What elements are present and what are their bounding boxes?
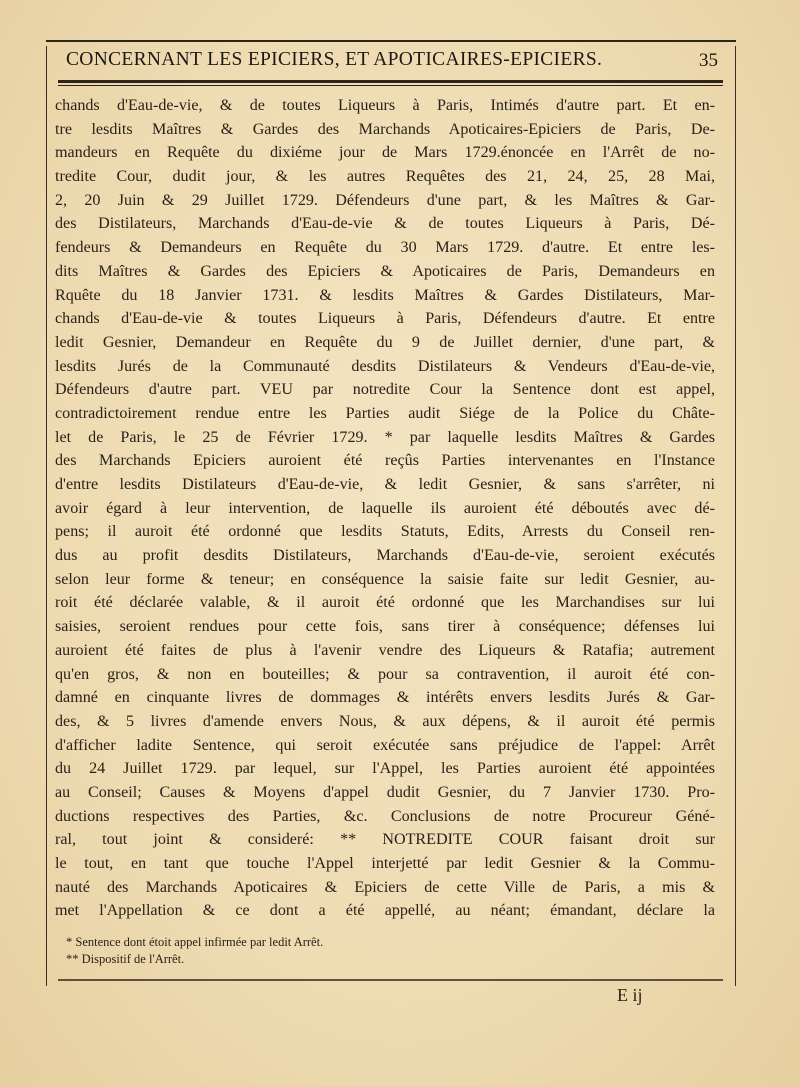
text-line: des, & 5 livres d'amende envers Nous, & aux dépens, & il auroit été permis [55,712,715,730]
text-line: dus au profit desdits Distilateurs, Marchands d'Eau-de-vie, seroient exécutés [55,547,715,565]
bottom-rule [58,979,723,981]
footnote: * Sentence dont étoit appel infirmée par ledit Arrêt. [66,935,324,949]
text-line: contradictoirement rendue entre les Parties audit Siége de la Police du Châte- [55,404,715,422]
header-rule [58,80,723,83]
text-line: du 24 Juillet 1729. par lequel, sur l'Appel, les Parties auroient été appointées [55,760,715,778]
footnotes [66,934,686,968]
text-line: qu'en gros, & non en bouteilles; & pour sa contravention, il auroit été con- [55,665,715,683]
top-rule [46,40,736,42]
text-line: met l'Appellation & ce dont a été appellé, au néant; émandant, déclare la [55,902,715,920]
text-line: damné en cinquante livres de dommages & intérêts envers lesdits Jurés & Gar- [55,689,715,707]
text-line: dits Maîtres & Gardes des Epiciers & Apoticaires de Paris, Demandeurs en [55,262,715,280]
text-line: selon leur forme & teneur; en conséquence la saisie faite sur ledit Gesnier, au- [55,570,715,588]
text-line: d'afficher ladite Sentence, qui seroit exécutée sans préjudice de l'appel: Arrêt [55,736,715,754]
text-line: ral, tout joint & consideré: ** NOTREDITE COUR faisant droit sur [55,831,715,849]
text-line: 2, 20 Juin & 29 Juillet 1729. Défendeurs d'une part, & les Maîtres & Gar- [55,191,715,209]
text-line: ductions respectives des Parties, &c. Conclusions de notre Procureur Géné- [55,807,715,825]
text-line: le tout, en tant que touche l'Appel interjetté par ledit Gesnier & la Commu- [55,855,715,872]
signature-mark: E ij [617,985,643,1005]
running-header: CONCERNANT LES EPICIERS, ET APOTICAIRES-EPICIERS. [66,49,603,70]
text-line: chands d'Eau-de-vie, & de toutes Liqueurs à Paris, Intimés d'autre part. Et en- [55,97,715,114]
text-line: saisies, seroient rendues pour cette fois, sans tirer à conséquence; défenses lui [55,618,715,636]
text-line: chands d'Eau-de-vie & toutes Liqueurs à Paris, Défendeurs d'autre. Et entre [55,310,715,328]
text-line: lesdits Jurés de la Communauté desdits Distilateurs & Vendeurs d'Eau-de-vie, [55,357,715,375]
text-line: des Marchands Epiciers auroient été reçûs Parties intervenantes en l'Instance [55,452,715,470]
text-line: let de Paris, le 25 de Février 1729. * par laquelle lesdits Maîtres & Gardes [55,428,715,446]
text-line: auroient été faites de plus à l'avenir vendre des Liqueurs & Ratafia; autrement [55,641,715,659]
text-line: ledit Gesnier, Demandeur en Requête du 9 de Juillet dernier, d'une part, & [55,333,715,351]
text-line: Rquête du 18 Janvier 1731. & lesdits Maîtres & Gardes Distilateurs, Mar- [55,286,715,304]
page-number: 35 [699,50,718,71]
text-line: roit été déclarée valable, & il auroit été ordonné que les Marchandises sur lui [55,594,715,612]
text-line: nauté des Marchands Apoticaires & Epiciers de cette Ville de Paris, a mis & [55,878,715,896]
text-line: au Conseil; Causes & Moyens d'appel dudit Gesnier, du 7 Janvier 1730. Pro- [55,783,715,801]
text-line: Défendeurs d'autre part. VEU par notredite Cour la Sentence dont est appel, [55,381,715,399]
text-line: tredite Cour, dudit jour, & les autres Requêtes des 21, 24, 25, 28 Mai, [55,168,715,186]
text-line: mandeurs en Requête du dixiéme jour de Mars 1729.énoncée en l'Arrêt de no- [55,144,715,162]
header-rule-thin [58,85,723,86]
text-line: tre lesdits Maîtres & Gardes des Marchands Apoticaires-Epiciers de Paris, De- [55,120,715,138]
footnote: ** Dispositif de l'Arrêt. [66,952,185,966]
body-text [55,94,715,923]
text-line: d'entre lesdits Distilateurs d'Eau-de-vie, & ledit Gesnier, & sans s'arrêter, ni [55,476,715,493]
text-line: fendeurs & Demandeurs en Requête du 30 Mars 1729. d'autre. Et entre les- [55,239,715,257]
text-line: avoir égard à leur intervention, de laquelle ils auroient été déboutés avec dé- [55,499,715,517]
text-line: des Distilateurs, Marchands d'Eau-de-vie & de toutes Liqueurs à Paris, Dé- [55,215,715,233]
text-line: pens; il auroit été ordonné que lesdits Statuts, Edits, Arrests du Conseil ren- [55,523,715,541]
